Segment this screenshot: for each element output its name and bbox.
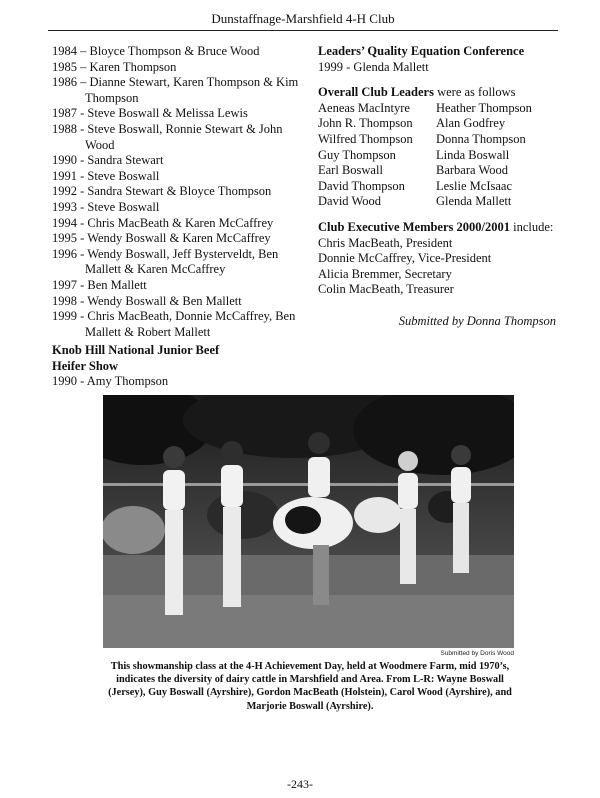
leader-name: Donna Thompson (436, 131, 526, 146)
award-names: Karen Thompson (89, 59, 177, 74)
award-names: Chris MacBeath & Karen McCaffrey (87, 215, 274, 230)
award-year: 1985 – (52, 59, 87, 74)
knob-hill-entry: 1990 - Amy Thompson (52, 374, 169, 389)
award-entry (52, 200, 314, 216)
award-year: 1996 - (52, 246, 85, 261)
executive-member: Chris MacBeath, President (318, 235, 453, 250)
award-entry (52, 216, 314, 232)
leader-name: Linda Boswall (436, 147, 510, 162)
header-title: Dunstaffnage-Marshfield 4-H Club (211, 11, 395, 26)
photo-credit: Submitted by Doris Wood (440, 650, 514, 657)
award-entry (52, 247, 314, 278)
leaders-conference-section (318, 44, 568, 75)
award-entry (52, 309, 314, 340)
award-year: 1984 – (52, 44, 87, 58)
award-year: 1992 - (52, 184, 85, 199)
award-year: 1994 - (52, 215, 85, 230)
award-names: Dianne Stewart, Karen Thompson & Kim Thompson (85, 75, 299, 105)
submitted-by: Submitted by Donna Thompson (398, 313, 556, 328)
right-column (318, 44, 568, 342)
award-entry (52, 294, 314, 310)
executive-member: Alicia Bremmer, Secretary (318, 266, 452, 281)
award-names: Sandra Stewart & Bloyce Thompson (87, 184, 272, 199)
photo-illustration (103, 395, 514, 648)
award-year: 1995 - (52, 231, 85, 246)
left-column (52, 44, 314, 390)
award-names: Chris MacBeath, Donnie McCaffrey, Ben Mallett & Robert Mallett (85, 309, 296, 339)
award-names: Bloyce Thompson & Bruce Wood (89, 44, 260, 58)
knob-hill-heading-line2: Heifer Show (52, 358, 119, 373)
page-header (48, 10, 558, 31)
award-entry (52, 278, 314, 294)
awards-list (52, 44, 314, 340)
award-entry (52, 169, 314, 185)
award-names: Steve Boswall, Ronnie Stewart & John Wood (85, 121, 283, 152)
leader-name: Leslie McIsaac (436, 178, 513, 193)
knob-hill-section (52, 343, 314, 390)
award-entry (52, 44, 314, 60)
leader-name: Aeneas MacIntyre (318, 100, 410, 115)
award-names: Steve Boswall (87, 199, 160, 214)
award-names: Sandra Stewart (87, 153, 164, 168)
executive-heading (318, 220, 568, 236)
award-year: 1987 - (52, 106, 85, 121)
award-entry (52, 122, 314, 153)
leaders-conference-entry: 1999 - Glenda Mallett (318, 59, 429, 74)
executive-heading-bold: Club Executive Members 2000/2001 (318, 219, 510, 234)
award-entry (52, 75, 314, 106)
award-entry (52, 60, 314, 76)
executive-section (318, 220, 568, 298)
executive-list (318, 236, 568, 298)
award-year: 1998 - (52, 293, 85, 308)
award-names: Wendy Boswall & Karen McCaffrey (87, 231, 271, 246)
award-names: Steve Boswall & Melissa Lewis (87, 106, 248, 121)
showmanship-photo (103, 395, 514, 648)
page-number: -243- (287, 777, 313, 791)
knob-hill-heading-line1: Knob Hill National Junior Beef (52, 343, 220, 358)
leader-name: Wilfred Thompson (318, 131, 413, 146)
leader-name: Barbara Wood (436, 163, 509, 178)
leader-name: Earl Boswall (318, 163, 383, 178)
executive-heading-rest: include: (510, 219, 554, 234)
award-names: Ben Mallett (87, 277, 147, 292)
award-year: 1999 - (52, 309, 85, 324)
leader-name: Guy Thompson (318, 147, 396, 162)
award-entry (52, 184, 314, 200)
award-names: Steve Boswall (87, 168, 160, 183)
photo-caption: This showmanship class at the 4-H Achievement Day, held at Woodmere Farm, mid 1970’s, indicates the diversity of dairy cattle in Marshfield and Area. From L-R: Wayne Boswall (Jersey), Guy Boswall (Ayrshire), Gordon MacBeath (Holstein), Carol Wood (Ayrshire), and Marjorie Boswall (Ayrshire). (108, 661, 512, 712)
overall-leaders-heading (318, 85, 568, 101)
leader-name: John R. Thompson (318, 116, 413, 131)
award-year: 1988 - (52, 121, 85, 136)
executive-member: Colin MacBeath, Treasurer (318, 282, 454, 297)
leaders-grid (318, 101, 568, 210)
award-year: 1986 – (52, 75, 87, 90)
award-year: 1991 - (52, 168, 85, 183)
overall-leaders-section (318, 85, 568, 210)
leader-name: David Thompson (318, 178, 405, 193)
leaders-conference-heading: Leaders’ Quality Equation Conference (318, 44, 525, 58)
award-year: 1990 - (52, 153, 85, 168)
overall-leaders-heading-bold: Overall Club Leaders (318, 85, 434, 100)
leader-name: David Wood (318, 194, 381, 209)
award-entry (52, 231, 314, 247)
award-year: 1993 - (52, 199, 85, 214)
award-entry (52, 106, 314, 122)
overall-leaders-heading-rest: were as follows (433, 85, 516, 100)
award-entry (52, 153, 314, 169)
award-year: 1997 - (52, 277, 85, 292)
leader-name: Glenda Mallett (436, 194, 512, 209)
award-names: Wendy Boswall & Ben Mallett (87, 293, 242, 308)
award-names: Wendy Boswall, Jeff Bysterveldt, Ben Mallett & Karen McCaffrey (85, 246, 279, 277)
executive-member: Donnie McCaffrey, Vice-President (318, 251, 492, 266)
leader-name: Alan Godfrey (436, 116, 506, 131)
leader-name: Heather Thompson (436, 100, 532, 115)
